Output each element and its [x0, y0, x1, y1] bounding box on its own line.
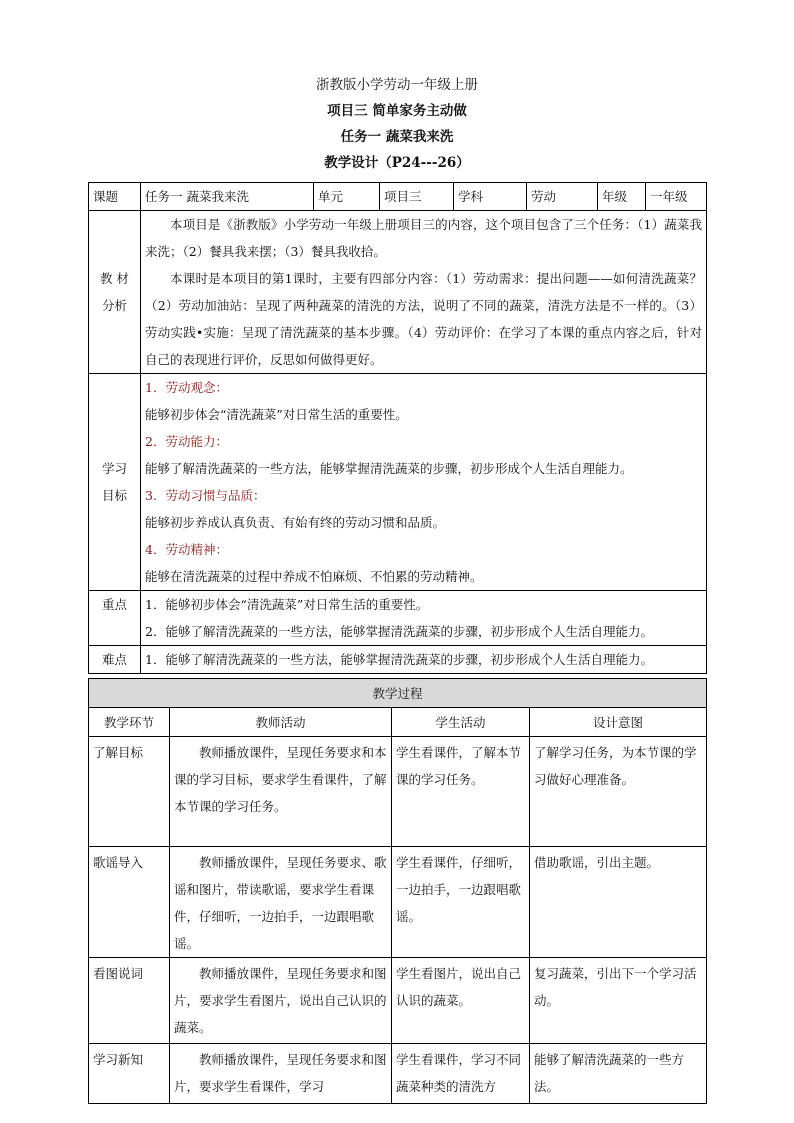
- objectives-label: [89, 374, 141, 591]
- process-banner: 教学过程: [89, 679, 707, 708]
- process-student-activity: 学生看课件，了解本节课的学习任务。: [392, 737, 530, 847]
- process-student-activity: 学生看课件，学习不同蔬菜种类的清洗方: [392, 1044, 530, 1104]
- document-title-block: [0, 72, 794, 176]
- objectives-row: [89, 374, 707, 591]
- title-line-4: 教学设计（P24---26）: [324, 155, 470, 171]
- analysis-row: [89, 211, 707, 374]
- objective-heading-1: 1．劳动观念：: [145, 380, 228, 395]
- process-row: [89, 737, 707, 847]
- difficult-points-row: [89, 646, 707, 674]
- objectives-label-b: 目标: [101, 488, 127, 503]
- process-design-intent: 了解学习任务，为本节课的学习做好心理准备。: [530, 737, 707, 847]
- unit-value: 项目三: [380, 183, 454, 211]
- process-stage: 看图说词: [89, 958, 170, 1044]
- process-teacher-activity: 教师播放课件，呈现任务要求和本课的学习目标，要求学生看课件，了解本节课的学习任务。: [170, 737, 392, 847]
- process-stage: 歌谣导入: [89, 847, 170, 958]
- objective-text-4: 能够在清洗蔬菜的过程中养成不怕麻烦、不怕累的劳动精神。: [145, 569, 483, 584]
- analysis-label-a: 教 材: [100, 271, 129, 286]
- process-stage: 了解目标: [89, 737, 170, 847]
- title-line-2: 项目三 简单家务主动做: [327, 103, 467, 119]
- process-row: [89, 847, 707, 958]
- analysis-paragraph-1: 本项目是《浙教版》小学劳动一年级上册项目三的内容，这个项目包含了三个任务：（1）蔬菜我来洗；（2）餐具我来摆；（3）餐具我收拾。: [145, 217, 702, 259]
- process-teacher-activity: 教师播放课件，呈现任务要求和图片，要求学生看课件，学习: [170, 1044, 392, 1104]
- process-design-intent: 复习蔬菜，引出下一个学习活动。: [530, 958, 707, 1044]
- grade-key: 年级: [598, 183, 646, 211]
- grade-value: 一年级: [646, 183, 707, 211]
- process-row: [89, 1044, 707, 1104]
- topic-key: 课题: [89, 183, 141, 211]
- col-header-student: 学生活动: [392, 708, 530, 737]
- analysis-label: [89, 211, 141, 374]
- analysis-content: [141, 211, 707, 374]
- objective-heading-2: 2．劳动能力：: [145, 434, 228, 449]
- teaching-process-table: [88, 678, 707, 1104]
- process-teacher-activity: 教师播放课件，呈现任务要求、歌谣和图片，带读歌谣，要求学生看课件，仔细听，一边拍手，一边跟唱歌谣。: [170, 847, 392, 958]
- difficult-points-label: 难点: [89, 646, 141, 674]
- process-row: [89, 958, 707, 1044]
- topic-value: 任务一 蔬菜我来洗: [141, 183, 314, 211]
- process-column-headers: [89, 708, 707, 737]
- col-header-intent: 设计意图: [530, 708, 707, 737]
- process-teacher-activity: 教师播放课件，呈现任务要求和图片，要求学生看图片，说出自己认识的蔬菜。: [170, 958, 392, 1044]
- analysis-label-b: 分析: [101, 298, 127, 313]
- subject-value: 劳动: [527, 183, 598, 211]
- subject-key: 学科: [454, 183, 527, 211]
- analysis-paragraph-2: 本课时是本项目的第1课时，主要有四部分内容：（1）劳动需求：提出问题——如何清洗蔬菜？（2）劳动加油站：呈现了两种蔬菜的清洗的方法，说明了不同的蔬菜，清洗方法是不一样的。（3）劳动实践•实施：呈现了清洗蔬菜的基本步骤。（4）劳动评价：在学习了本课的重点内容之后，针对自己的表现进行评价，反思如何做得更好。: [145, 271, 702, 367]
- key-point-1: 1．能够初步体会“清洗蔬菜”对日常生活的重要性。: [145, 597, 429, 612]
- col-header-stage: 教学环节: [89, 708, 170, 737]
- objective-text-2: 能够了解清洗蔬菜的一些方法，能够掌握清洗蔬菜的步骤，初步形成个人生活自理能力。: [145, 461, 633, 476]
- difficult-point-1: 1．能够了解清洗蔬菜的一些方法，能够掌握清洗蔬菜的步骤，初步形成个人生活自理能力。: [141, 646, 707, 674]
- process-student-activity: 学生看图片，说出自己认识的蔬菜。: [392, 958, 530, 1044]
- header-row: [89, 183, 707, 211]
- objectives-label-a: 学习: [101, 461, 127, 476]
- process-banner-row: [89, 679, 707, 708]
- key-points-row: [89, 591, 707, 646]
- objective-text-1: 能够初步体会“清洗蔬菜”对日常生活的重要性。: [145, 407, 408, 422]
- lesson-info-table: [88, 182, 707, 674]
- unit-key: 单元: [314, 183, 380, 211]
- process-design-intent: 借助歌谣，引出主题。: [530, 847, 707, 958]
- title-line-1: 浙教版小学劳动一年级上册: [316, 77, 478, 93]
- process-student-activity: 学生看课件，仔细听，一边拍手，一边跟唱歌谣。: [392, 847, 530, 958]
- key-points-label: 重点: [89, 591, 141, 646]
- key-point-2: 2．能够了解清洗蔬菜的一些方法，能够掌握清洗蔬菜的步骤，初步形成个人生活自理能力。: [145, 624, 653, 639]
- process-design-intent: 能够了解清洗蔬菜的一些方法。: [530, 1044, 707, 1104]
- objective-heading-3: 3．劳动习惯与品质：: [145, 488, 266, 503]
- key-points-content: [141, 591, 707, 646]
- title-line-3: 任务一 蔬菜我来洗: [340, 129, 454, 145]
- objective-heading-4: 4．劳动精神：: [145, 542, 228, 557]
- objectives-content: [141, 374, 707, 591]
- process-stage: 学习新知: [89, 1044, 170, 1104]
- col-header-teacher: 教师活动: [170, 708, 392, 737]
- objective-text-3: 能够初步养成认真负责、有始有终的劳动习惯和品质。: [145, 515, 446, 530]
